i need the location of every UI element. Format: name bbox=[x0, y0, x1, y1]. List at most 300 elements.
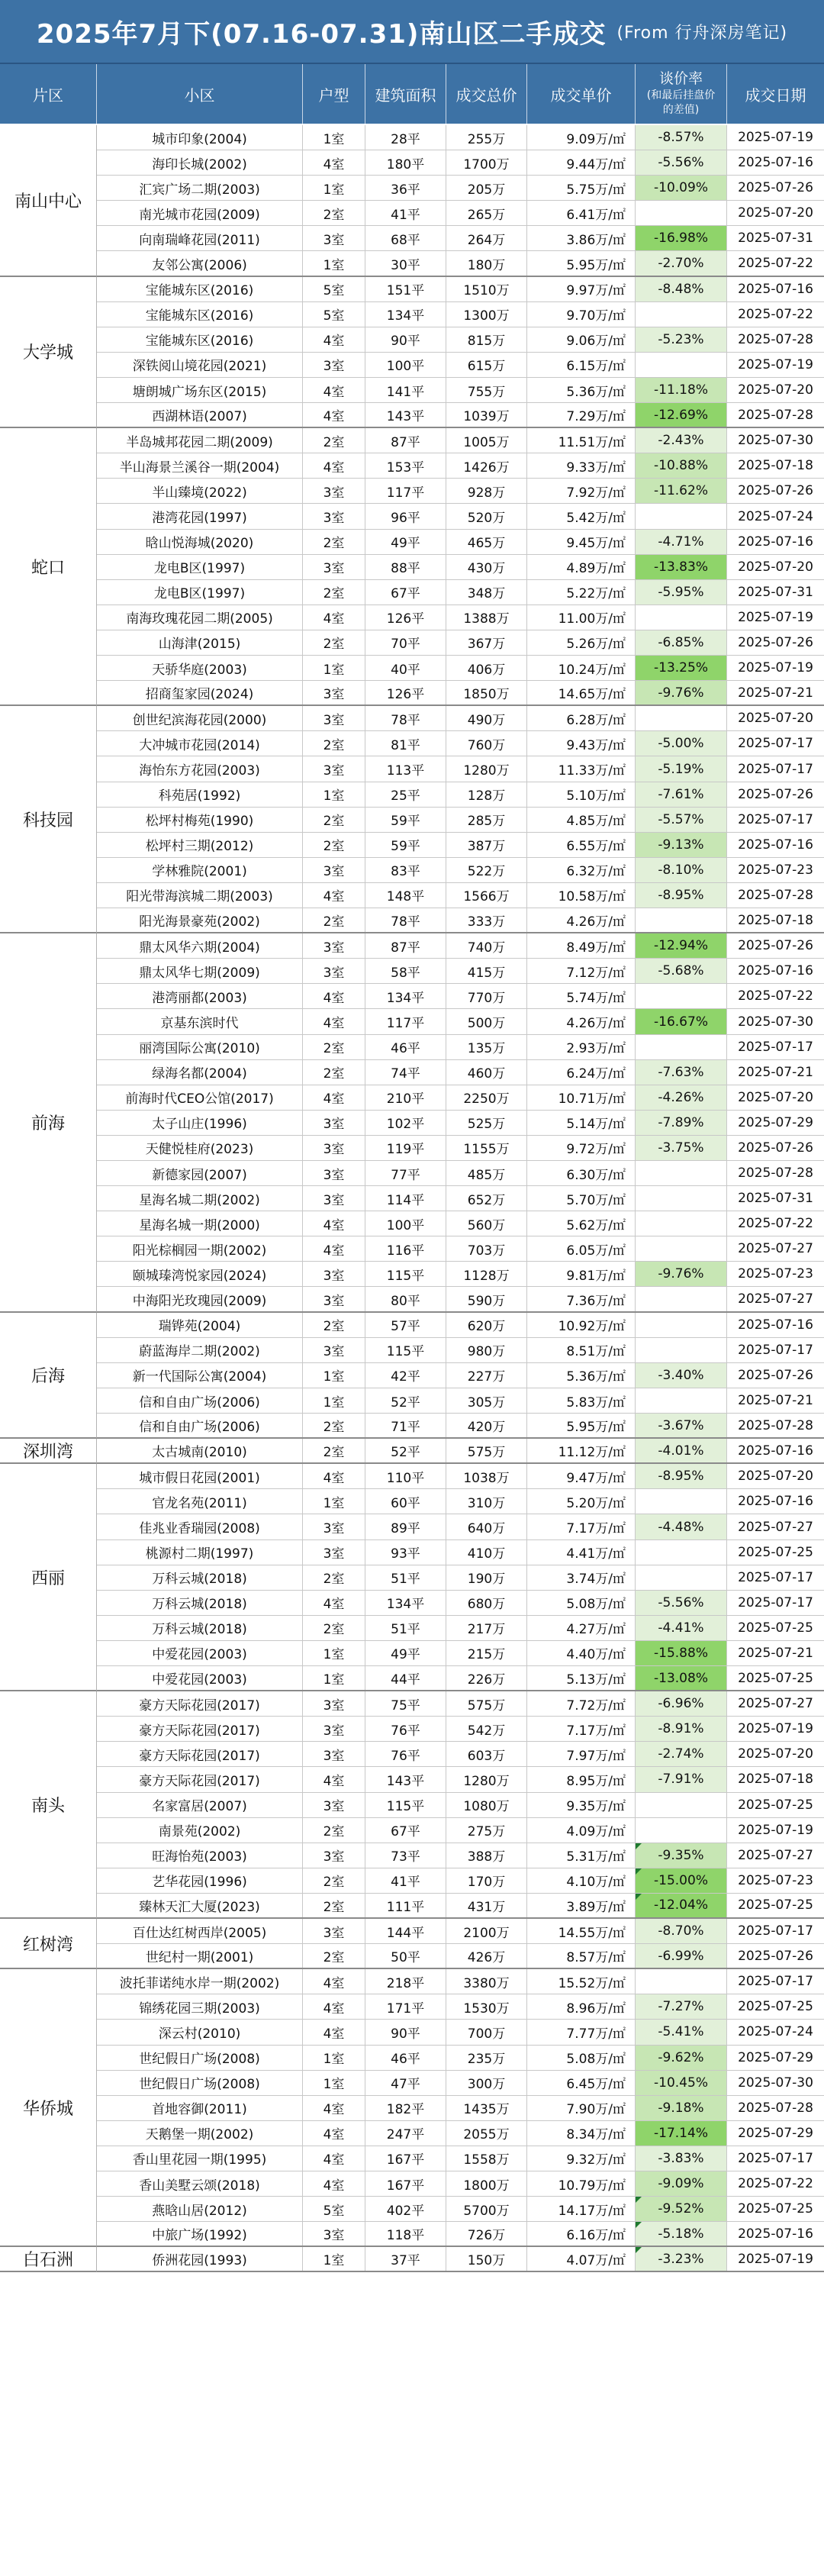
unit-price-cell: 5.42万/㎡ bbox=[527, 504, 636, 528]
name-cell: 南海玫瑰花园二期(2005) bbox=[97, 605, 303, 630]
discount-cell bbox=[636, 933, 727, 958]
total-cell: 700万 bbox=[446, 2020, 527, 2044]
table-row bbox=[97, 2247, 824, 2272]
discount-cell bbox=[636, 858, 727, 882]
discount-cell bbox=[636, 378, 727, 402]
unit-price-cell: 7.72万/㎡ bbox=[527, 1691, 636, 1716]
area-cell: 87平 bbox=[365, 428, 446, 453]
discount-cell bbox=[636, 2071, 727, 2095]
type-cell: 2室 bbox=[303, 731, 365, 756]
date-cell: 2025-07-26 bbox=[738, 938, 813, 954]
name-cell: 臻林天汇大厦(2023) bbox=[97, 1894, 303, 1917]
area-cell: 144平 bbox=[365, 1919, 446, 1943]
discount-cell bbox=[636, 630, 727, 655]
unit-price-cell: 10.71万/㎡ bbox=[527, 1085, 636, 1110]
type-cell: 2室 bbox=[303, 1565, 365, 1590]
type-cell: 1室 bbox=[303, 1363, 365, 1388]
discount-cell bbox=[636, 1262, 727, 1286]
total-cell: 264万 bbox=[446, 226, 527, 250]
area-cell: 51平 bbox=[365, 1616, 446, 1640]
table-row bbox=[97, 833, 824, 858]
table-row bbox=[97, 176, 824, 201]
unit-price-cell: 8.49万/㎡ bbox=[527, 933, 636, 958]
unit-price-cell: 10.92万/㎡ bbox=[527, 1313, 636, 1337]
table-row bbox=[97, 580, 824, 605]
discount-value: -5.19% bbox=[658, 761, 704, 777]
page-title bbox=[0, 0, 824, 64]
total-cell: 5700万 bbox=[446, 2197, 527, 2221]
table-row bbox=[97, 1514, 824, 1539]
area-cell: 83平 bbox=[365, 858, 446, 882]
name-cell: 星海名城一期(2000) bbox=[97, 1211, 303, 1236]
date-cell: 2025-07-17 bbox=[738, 1342, 813, 1358]
district-block bbox=[0, 428, 824, 706]
unit-price-cell: 5.75万/㎡ bbox=[527, 176, 636, 200]
date-cell: 2025-07-27 bbox=[738, 1519, 813, 1535]
date-cell: 2025-07-17 bbox=[738, 1923, 813, 1939]
type-cell: 3室 bbox=[303, 1287, 365, 1311]
area-cell: 67平 bbox=[365, 1818, 446, 1843]
type-cell: 3室 bbox=[303, 959, 365, 983]
area-cell: 90平 bbox=[365, 2020, 446, 2044]
unit-price-cell: 11.51万/㎡ bbox=[527, 428, 636, 453]
type-cell: 1室 bbox=[303, 2247, 365, 2271]
discount-cell bbox=[636, 1388, 727, 1413]
date-cell: 2025-07-17 bbox=[738, 736, 813, 752]
unit-price-cell: 5.62万/㎡ bbox=[527, 1211, 636, 1236]
unit-price-cell: 5.08万/㎡ bbox=[527, 2046, 636, 2070]
date-cell: 2025-07-25 bbox=[738, 1544, 813, 1560]
type-cell: 4室 bbox=[303, 150, 365, 175]
discount-value: -9.18% bbox=[658, 2100, 704, 2116]
name-cell: 科苑居(1992) bbox=[97, 782, 303, 807]
name-cell: 官龙名苑(2011) bbox=[97, 1489, 303, 1514]
area-cell: 167平 bbox=[365, 2146, 446, 2171]
area-cell: 30平 bbox=[365, 251, 446, 275]
unit-price-cell: 6.45万/㎡ bbox=[527, 2071, 636, 2095]
unit-price-cell: 9.70万/㎡ bbox=[527, 302, 636, 327]
total-cell: 255万 bbox=[446, 125, 527, 150]
table-row bbox=[97, 1843, 824, 1868]
discount-value: -15.88% bbox=[654, 1645, 708, 1661]
total-cell: 726万 bbox=[446, 2222, 527, 2246]
date-cell: 2025-07-20 bbox=[738, 1469, 813, 1485]
discount-value: -3.75% bbox=[658, 1140, 704, 1156]
type-cell: 4室 bbox=[303, 2171, 365, 2196]
type-cell: 3室 bbox=[303, 1843, 365, 1868]
unit-price-cell: 5.36万/㎡ bbox=[527, 1363, 636, 1388]
type-cell: 3室 bbox=[303, 1514, 365, 1539]
type-cell: 1室 bbox=[303, 251, 365, 275]
type-cell: 2室 bbox=[303, 1414, 365, 1437]
total-cell: 485万 bbox=[446, 1161, 527, 1185]
unit-price-cell: 6.30万/㎡ bbox=[527, 1161, 636, 1185]
date-cell: 2025-07-27 bbox=[738, 1291, 813, 1307]
total-cell: 542万 bbox=[446, 1717, 527, 1741]
area-cell: 89平 bbox=[365, 1514, 446, 1539]
table-row bbox=[97, 403, 824, 428]
unit-price-cell: 4.09万/㎡ bbox=[527, 1818, 636, 1843]
type-cell: 2室 bbox=[303, 1060, 365, 1085]
discount-value: -9.52% bbox=[658, 2201, 704, 2217]
total-cell: 387万 bbox=[446, 833, 527, 857]
total-cell: 2055万 bbox=[446, 2121, 527, 2146]
name-cell: 佳兆业香瑞园(2008) bbox=[97, 1514, 303, 1539]
type-cell: 2室 bbox=[303, 201, 365, 225]
date-cell: 2025-07-30 bbox=[738, 2075, 813, 2091]
table-row bbox=[97, 2096, 824, 2121]
unit-price-cell: 7.17万/㎡ bbox=[527, 1717, 636, 1741]
table-row bbox=[97, 908, 824, 933]
discount-value: -2.43% bbox=[658, 433, 704, 449]
discount-cell bbox=[636, 428, 727, 453]
district-name: 南山中心 bbox=[0, 125, 97, 277]
discount-cell bbox=[636, 1136, 727, 1160]
type-cell: 4室 bbox=[303, 2146, 365, 2171]
area-cell: 100平 bbox=[365, 1211, 446, 1236]
table-row bbox=[97, 2222, 824, 2247]
total-cell: 426万 bbox=[446, 1944, 527, 1968]
type-cell: 4室 bbox=[303, 2020, 365, 2044]
total-cell: 928万 bbox=[446, 479, 527, 503]
area-cell: 247平 bbox=[365, 2121, 446, 2146]
table-row bbox=[97, 1287, 824, 1312]
type-cell: 3室 bbox=[303, 1262, 365, 1286]
name-cell: 鼎太风华七期(2009) bbox=[97, 959, 303, 983]
date-cell: 2025-07-20 bbox=[738, 382, 813, 398]
discount-cell bbox=[636, 808, 727, 832]
type-cell: 3室 bbox=[303, 933, 365, 958]
total-cell: 815万 bbox=[446, 327, 527, 352]
table-row bbox=[97, 1414, 824, 1439]
total-cell: 1426万 bbox=[446, 453, 527, 478]
date-cell: 2025-07-19 bbox=[738, 660, 813, 676]
type-cell: 3室 bbox=[303, 479, 365, 503]
unit-price-cell: 4.27万/㎡ bbox=[527, 1616, 636, 1640]
total-cell: 760万 bbox=[446, 731, 527, 756]
name-cell: 宝能城东区(2016) bbox=[97, 327, 303, 352]
discount-value: -7.61% bbox=[658, 786, 704, 802]
type-cell: 4室 bbox=[303, 605, 365, 630]
name-cell: 深云村(2010) bbox=[97, 2020, 303, 2044]
total-cell: 755万 bbox=[446, 378, 527, 402]
name-cell: 天健悦桂府(2023) bbox=[97, 1136, 303, 1160]
date-cell: 2025-07-22 bbox=[738, 988, 813, 1004]
discount-cell bbox=[636, 504, 727, 528]
discount-cell bbox=[636, 479, 727, 503]
type-cell: 2室 bbox=[303, 428, 365, 453]
unit-price-cell: 6.32万/㎡ bbox=[527, 858, 636, 882]
unit-price-cell: 10.58万/㎡ bbox=[527, 883, 636, 908]
total-cell: 1435万 bbox=[446, 2096, 527, 2120]
total-cell: 575万 bbox=[446, 1439, 527, 1462]
total-cell: 215万 bbox=[446, 1641, 527, 1665]
discount-value: -4.41% bbox=[658, 1620, 704, 1636]
comment-flag-icon bbox=[636, 1843, 642, 1849]
type-cell: 1室 bbox=[303, 1388, 365, 1413]
date-cell: 2025-07-18 bbox=[738, 912, 813, 928]
table-row bbox=[97, 1489, 824, 1514]
discount-cell bbox=[636, 1186, 727, 1211]
discount-cell bbox=[636, 277, 727, 301]
unit-price-cell: 4.40万/㎡ bbox=[527, 1641, 636, 1665]
unit-price-cell: 10.24万/㎡ bbox=[527, 656, 636, 680]
discount-cell bbox=[636, 2096, 727, 2120]
name-cell: 信和自由广场(2006) bbox=[97, 1414, 303, 1437]
area-cell: 90平 bbox=[365, 327, 446, 352]
total-cell: 305万 bbox=[446, 1388, 527, 1413]
name-cell: 丽湾国际公寓(2010) bbox=[97, 1035, 303, 1059]
area-cell: 115平 bbox=[365, 1262, 446, 1286]
discount-cell bbox=[636, 959, 727, 983]
type-cell: 4室 bbox=[303, 1591, 365, 1615]
discount-cell bbox=[636, 1843, 727, 1868]
date-cell: 2025-07-16 bbox=[738, 281, 813, 297]
type-cell: 3室 bbox=[303, 1793, 365, 1817]
area-cell: 167平 bbox=[365, 2171, 446, 2196]
name-cell: 天骄华庭(2003) bbox=[97, 656, 303, 680]
district-block bbox=[0, 1969, 824, 2247]
name-cell: 中海阳光玫瑰园(2009) bbox=[97, 1287, 303, 1311]
date-cell: 2025-07-25 bbox=[738, 1620, 813, 1636]
date-cell: 2025-07-25 bbox=[738, 1670, 813, 1686]
district-block bbox=[0, 1313, 824, 1440]
total-cell: 620万 bbox=[446, 1313, 527, 1337]
discount-cell bbox=[636, 1313, 727, 1337]
area-cell: 49平 bbox=[365, 530, 446, 554]
type-cell: 4室 bbox=[303, 1767, 365, 1791]
area-cell: 81平 bbox=[365, 731, 446, 756]
discount-cell bbox=[636, 1818, 727, 1843]
area-cell: 71平 bbox=[365, 1414, 446, 1437]
name-cell: 晗山悦海城(2020) bbox=[97, 530, 303, 554]
discount-value: -9.62% bbox=[658, 2049, 704, 2065]
header-discount bbox=[636, 64, 727, 124]
area-cell: 76平 bbox=[365, 1742, 446, 1766]
area-cell: 134平 bbox=[365, 1591, 446, 1615]
date-cell: 2025-07-16 bbox=[738, 1317, 813, 1333]
total-cell: 615万 bbox=[446, 353, 527, 377]
area-cell: 88平 bbox=[365, 555, 446, 579]
type-cell: 2室 bbox=[303, 833, 365, 857]
header-name: 小区 bbox=[97, 64, 303, 124]
table-row bbox=[97, 984, 824, 1009]
unit-price-cell: 5.20万/㎡ bbox=[527, 1489, 636, 1514]
type-cell: 4室 bbox=[303, 1464, 365, 1488]
table-row bbox=[97, 251, 824, 276]
date-cell: 2025-07-24 bbox=[738, 508, 813, 524]
date-cell: 2025-07-23 bbox=[738, 1872, 813, 1888]
transaction-table bbox=[0, 125, 824, 2272]
unit-price-cell: 3.74万/㎡ bbox=[527, 1565, 636, 1590]
name-cell: 龙电B区(1997) bbox=[97, 555, 303, 579]
date-cell: 2025-07-18 bbox=[738, 458, 813, 474]
unit-price-cell: 9.09万/㎡ bbox=[527, 125, 636, 150]
name-cell: 鼎太风华六期(2004) bbox=[97, 933, 303, 958]
unit-price-cell: 6.55万/㎡ bbox=[527, 833, 636, 857]
area-cell: 115平 bbox=[365, 1338, 446, 1362]
discount-value: -4.26% bbox=[658, 1089, 704, 1105]
total-cell: 1039万 bbox=[446, 403, 527, 427]
area-cell: 119平 bbox=[365, 1136, 446, 1160]
table-row bbox=[97, 1186, 824, 1211]
table-row bbox=[97, 1540, 824, 1565]
unit-price-cell: 4.26万/㎡ bbox=[527, 908, 636, 932]
discount-cell bbox=[636, 605, 727, 630]
name-cell: 锦绣花园三期(2003) bbox=[97, 1994, 303, 2019]
discount-cell bbox=[636, 1060, 727, 1085]
district-block bbox=[0, 277, 824, 429]
discount-value: -8.95% bbox=[658, 887, 704, 903]
district-block bbox=[0, 706, 824, 933]
area-cell: 93平 bbox=[365, 1540, 446, 1565]
total-cell: 640万 bbox=[446, 1514, 527, 1539]
date-cell: 2025-07-28 bbox=[738, 1417, 813, 1433]
name-cell: 香山里花园一期(1995) bbox=[97, 2146, 303, 2171]
total-cell: 285万 bbox=[446, 808, 527, 832]
total-cell: 388万 bbox=[446, 1843, 527, 1868]
district-name: 深圳湾 bbox=[0, 1439, 97, 1464]
name-cell: 太子山庄(1996) bbox=[97, 1111, 303, 1135]
name-cell: 信和自由广场(2006) bbox=[97, 1388, 303, 1413]
discount-cell bbox=[636, 1414, 727, 1437]
header-discount-note2: 的差值) bbox=[662, 104, 700, 117]
unit-price-cell: 5.74万/㎡ bbox=[527, 984, 636, 1008]
type-cell: 4室 bbox=[303, 2121, 365, 2146]
table-row bbox=[97, 327, 824, 353]
type-cell: 1室 bbox=[303, 1666, 365, 1690]
area-cell: 78平 bbox=[365, 908, 446, 932]
district-name: 大学城 bbox=[0, 277, 97, 429]
date-cell: 2025-07-21 bbox=[738, 1393, 813, 1408]
date-cell: 2025-07-23 bbox=[738, 862, 813, 878]
discount-cell bbox=[636, 1009, 727, 1033]
discount-cell bbox=[636, 555, 727, 579]
discount-cell bbox=[636, 1489, 727, 1514]
unit-price-cell: 5.10万/㎡ bbox=[527, 782, 636, 807]
type-cell: 3室 bbox=[303, 1186, 365, 1211]
area-cell: 148平 bbox=[365, 883, 446, 908]
area-cell: 134平 bbox=[365, 302, 446, 327]
date-cell: 2025-07-19 bbox=[738, 1721, 813, 1737]
discount-cell bbox=[636, 1565, 727, 1590]
name-cell: 汇宾广场二期(2003) bbox=[97, 176, 303, 200]
date-cell: 2025-07-17 bbox=[738, 1974, 813, 1990]
total-cell: 522万 bbox=[446, 858, 527, 882]
name-cell: 半山海景兰溪谷一期(2004) bbox=[97, 453, 303, 478]
discount-cell bbox=[636, 706, 727, 730]
discount-cell bbox=[636, 883, 727, 908]
name-cell: 豪方天际花园(2017) bbox=[97, 1767, 303, 1791]
discount-value: -11.18% bbox=[654, 382, 708, 398]
date-cell: 2025-07-28 bbox=[738, 1165, 813, 1182]
unit-price-cell: 5.13万/㎡ bbox=[527, 1666, 636, 1690]
unit-price-cell: 9.97万/㎡ bbox=[527, 277, 636, 301]
type-cell: 2室 bbox=[303, 580, 365, 605]
discount-value: -13.83% bbox=[654, 559, 708, 575]
date-cell: 2025-07-17 bbox=[738, 1594, 813, 1610]
table-row bbox=[97, 226, 824, 251]
unit-price-cell: 5.31万/㎡ bbox=[527, 1843, 636, 1868]
discount-cell bbox=[636, 2020, 727, 2044]
name-cell: 招商玺家园(2024) bbox=[97, 681, 303, 704]
type-cell: 3室 bbox=[303, 1691, 365, 1716]
name-cell: 新德家园(2007) bbox=[97, 1161, 303, 1185]
type-cell: 3室 bbox=[303, 756, 365, 781]
total-cell: 1530万 bbox=[446, 1994, 527, 2019]
total-cell: 1280万 bbox=[446, 1767, 527, 1791]
name-cell: 山海津(2015) bbox=[97, 630, 303, 655]
total-cell: 465万 bbox=[446, 530, 527, 554]
type-cell: 1室 bbox=[303, 656, 365, 680]
discount-cell bbox=[636, 1666, 727, 1690]
header-discount-note1: (和最后挂盘价 bbox=[646, 89, 716, 102]
discount-value: -7.63% bbox=[658, 1064, 704, 1080]
area-cell: 114平 bbox=[365, 1186, 446, 1211]
name-cell: 塘朗城广场东区(2015) bbox=[97, 378, 303, 402]
discount-value: -9.76% bbox=[658, 685, 704, 701]
discount-value: -2.74% bbox=[658, 1746, 704, 1762]
total-cell: 490万 bbox=[446, 706, 527, 730]
table-row bbox=[97, 1616, 824, 1641]
name-cell: 瑞铧苑(2004) bbox=[97, 1313, 303, 1337]
discount-value: -9.13% bbox=[658, 837, 704, 853]
unit-price-cell: 5.95万/㎡ bbox=[527, 1414, 636, 1437]
type-cell: 3室 bbox=[303, 1742, 365, 1766]
total-cell: 1388万 bbox=[446, 605, 527, 630]
discount-cell bbox=[636, 353, 727, 377]
total-cell: 1038万 bbox=[446, 1464, 527, 1488]
name-cell: 港湾丽都(2003) bbox=[97, 984, 303, 1008]
type-cell: 3室 bbox=[303, 504, 365, 528]
date-cell: 2025-07-19 bbox=[738, 356, 813, 372]
name-cell: 香山美墅云颂(2018) bbox=[97, 2171, 303, 2196]
unit-price-cell: 14.65万/㎡ bbox=[527, 681, 636, 704]
total-cell: 190万 bbox=[446, 1565, 527, 1590]
type-cell: 5室 bbox=[303, 302, 365, 327]
area-cell: 52平 bbox=[365, 1388, 446, 1413]
date-cell: 2025-07-28 bbox=[738, 2100, 813, 2116]
date-cell: 2025-07-28 bbox=[738, 887, 813, 903]
name-cell: 世纪村一期(2001) bbox=[97, 1944, 303, 1968]
total-cell: 430万 bbox=[446, 555, 527, 579]
discount-value: -11.62% bbox=[654, 483, 708, 499]
table-row bbox=[97, 201, 824, 226]
discount-cell bbox=[636, 453, 727, 478]
discount-cell bbox=[636, 302, 727, 327]
name-cell: 中爱花园(2003) bbox=[97, 1666, 303, 1690]
table-row bbox=[97, 656, 824, 681]
type-cell: 4室 bbox=[303, 1009, 365, 1033]
area-cell: 41平 bbox=[365, 201, 446, 225]
name-cell: 侨洲花园(1993) bbox=[97, 2247, 303, 2271]
table-row bbox=[97, 428, 824, 453]
discount-cell bbox=[636, 1767, 727, 1791]
name-cell: 星海名城二期(2002) bbox=[97, 1186, 303, 1211]
comment-flag-icon bbox=[636, 2222, 642, 2228]
name-cell: 绿海名都(2004) bbox=[97, 1060, 303, 1085]
discount-value: -5.00% bbox=[658, 736, 704, 752]
discount-value: -3.40% bbox=[658, 1367, 704, 1383]
date-cell: 2025-07-20 bbox=[738, 711, 813, 727]
type-cell: 2室 bbox=[303, 630, 365, 655]
total-cell: 500万 bbox=[446, 1009, 527, 1033]
total-cell: 1300万 bbox=[446, 302, 527, 327]
name-cell: 西湖林语(2007) bbox=[97, 403, 303, 427]
date-cell: 2025-07-26 bbox=[738, 180, 813, 196]
unit-price-cell: 9.43万/㎡ bbox=[527, 731, 636, 756]
unit-price-cell: 5.22万/㎡ bbox=[527, 580, 636, 605]
